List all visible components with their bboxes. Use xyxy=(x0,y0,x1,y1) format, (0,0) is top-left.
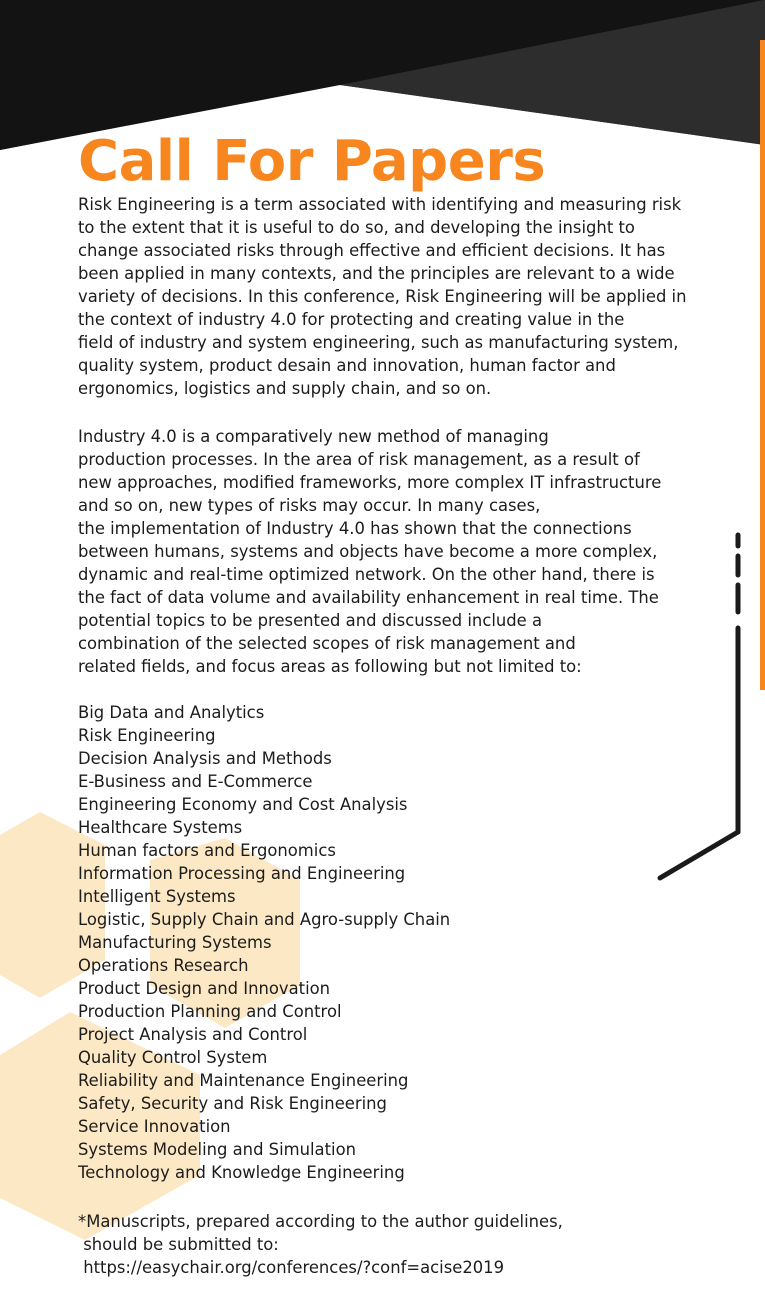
topic-item: Logistic, Supply Chain and Agro-supply Chain xyxy=(78,910,451,929)
paragraph-line: combination of the selected scopes of risk management and xyxy=(78,634,576,653)
paragraph-line: potential topics to be presented and discussed include a xyxy=(78,611,543,630)
topic-item: Big Data and Analytics xyxy=(78,703,265,722)
submission-note-line: should be submitted to: xyxy=(78,1235,279,1254)
paragraph-line: related fields, and focus areas as following but not limited to: xyxy=(78,657,582,676)
page-title: Call For Papers xyxy=(78,129,546,194)
topic-item: Project Analysis and Control xyxy=(78,1025,308,1044)
paragraph-line: been applied in many contexts, and the principles are relevant to a wide xyxy=(78,264,675,283)
topic-item: Reliability and Maintenance Engineering xyxy=(78,1071,409,1090)
paragraph-line: and so on, new types of risks may occur. In many cases, xyxy=(78,496,541,515)
topic-item: Technology and Knowledge Engineering xyxy=(78,1163,405,1182)
paragraph-line: between humans, systems and objects have become a more complex, xyxy=(78,542,658,561)
topic-item: Healthcare Systems xyxy=(78,818,243,837)
paragraph-line: production processes. In the area of risk management, as a result of xyxy=(78,450,640,469)
paragraph-line: the implementation of Industry 4.0 has shown that the connections xyxy=(78,519,632,538)
topic-item: Product Design and Innovation xyxy=(78,979,331,998)
paragraph-line: to the extent that it is useful to do so, and developing the insight to xyxy=(78,218,635,237)
submission-link[interactable]: https://easychair.org/conferences/?conf=acise2019 xyxy=(78,1258,505,1277)
paragraph-line: quality system, product desain and innovation, human factor and xyxy=(78,356,616,375)
topic-item: Information Processing and Engineering xyxy=(78,864,406,883)
topic-item: Decision Analysis and Methods xyxy=(78,749,332,768)
paragraph-line: the fact of data volume and availability enhancement in real time. The xyxy=(78,588,659,607)
topic-item: Risk Engineering xyxy=(78,726,216,745)
topic-item: E-Business and E-Commerce xyxy=(78,772,313,791)
topic-item: Systems Modeling and Simulation xyxy=(78,1140,356,1159)
topic-item: Manufacturing Systems xyxy=(78,933,272,952)
paragraph-line: the context of industry 4.0 for protecting and creating value in the xyxy=(78,310,625,329)
topic-item: Intelligent Systems xyxy=(78,887,236,906)
paragraph-line: dynamic and real-time optimized network. On the other hand, there is xyxy=(78,565,655,584)
topic-item: Production Planning and Control xyxy=(78,1002,342,1021)
topic-item: Human factors and Ergonomics xyxy=(78,841,336,860)
topic-item: Safety, Security and Risk Engineering xyxy=(78,1094,387,1113)
topic-item: Operations Research xyxy=(78,956,249,975)
paragraph-line: new approaches, modified frameworks, more complex IT infrastructure xyxy=(78,473,662,492)
topic-item: Engineering Economy and Cost Analysis xyxy=(78,795,408,814)
paragraph-line: Industry 4.0 is a comparatively new method of managing xyxy=(78,427,549,446)
paragraph-line: variety of decisions. In this conference, Risk Engineering will be applied in xyxy=(78,287,687,306)
paragraph-line: ergonomics, logistics and supply chain, and so on. xyxy=(78,379,492,398)
submission-note-line: *Manuscripts, prepared according to the author guidelines, xyxy=(78,1212,563,1231)
paragraph-line: Risk Engineering is a term associated with identifying and measuring risk xyxy=(78,195,682,214)
topic-item: Quality Control System xyxy=(78,1048,268,1067)
paragraph-line: field of industry and system engineering, such as manufacturing system, xyxy=(78,333,679,352)
paragraph-line: change associated risks through effective and efficient decisions. It has xyxy=(78,241,666,260)
topic-item: Service Innovation xyxy=(78,1117,231,1136)
